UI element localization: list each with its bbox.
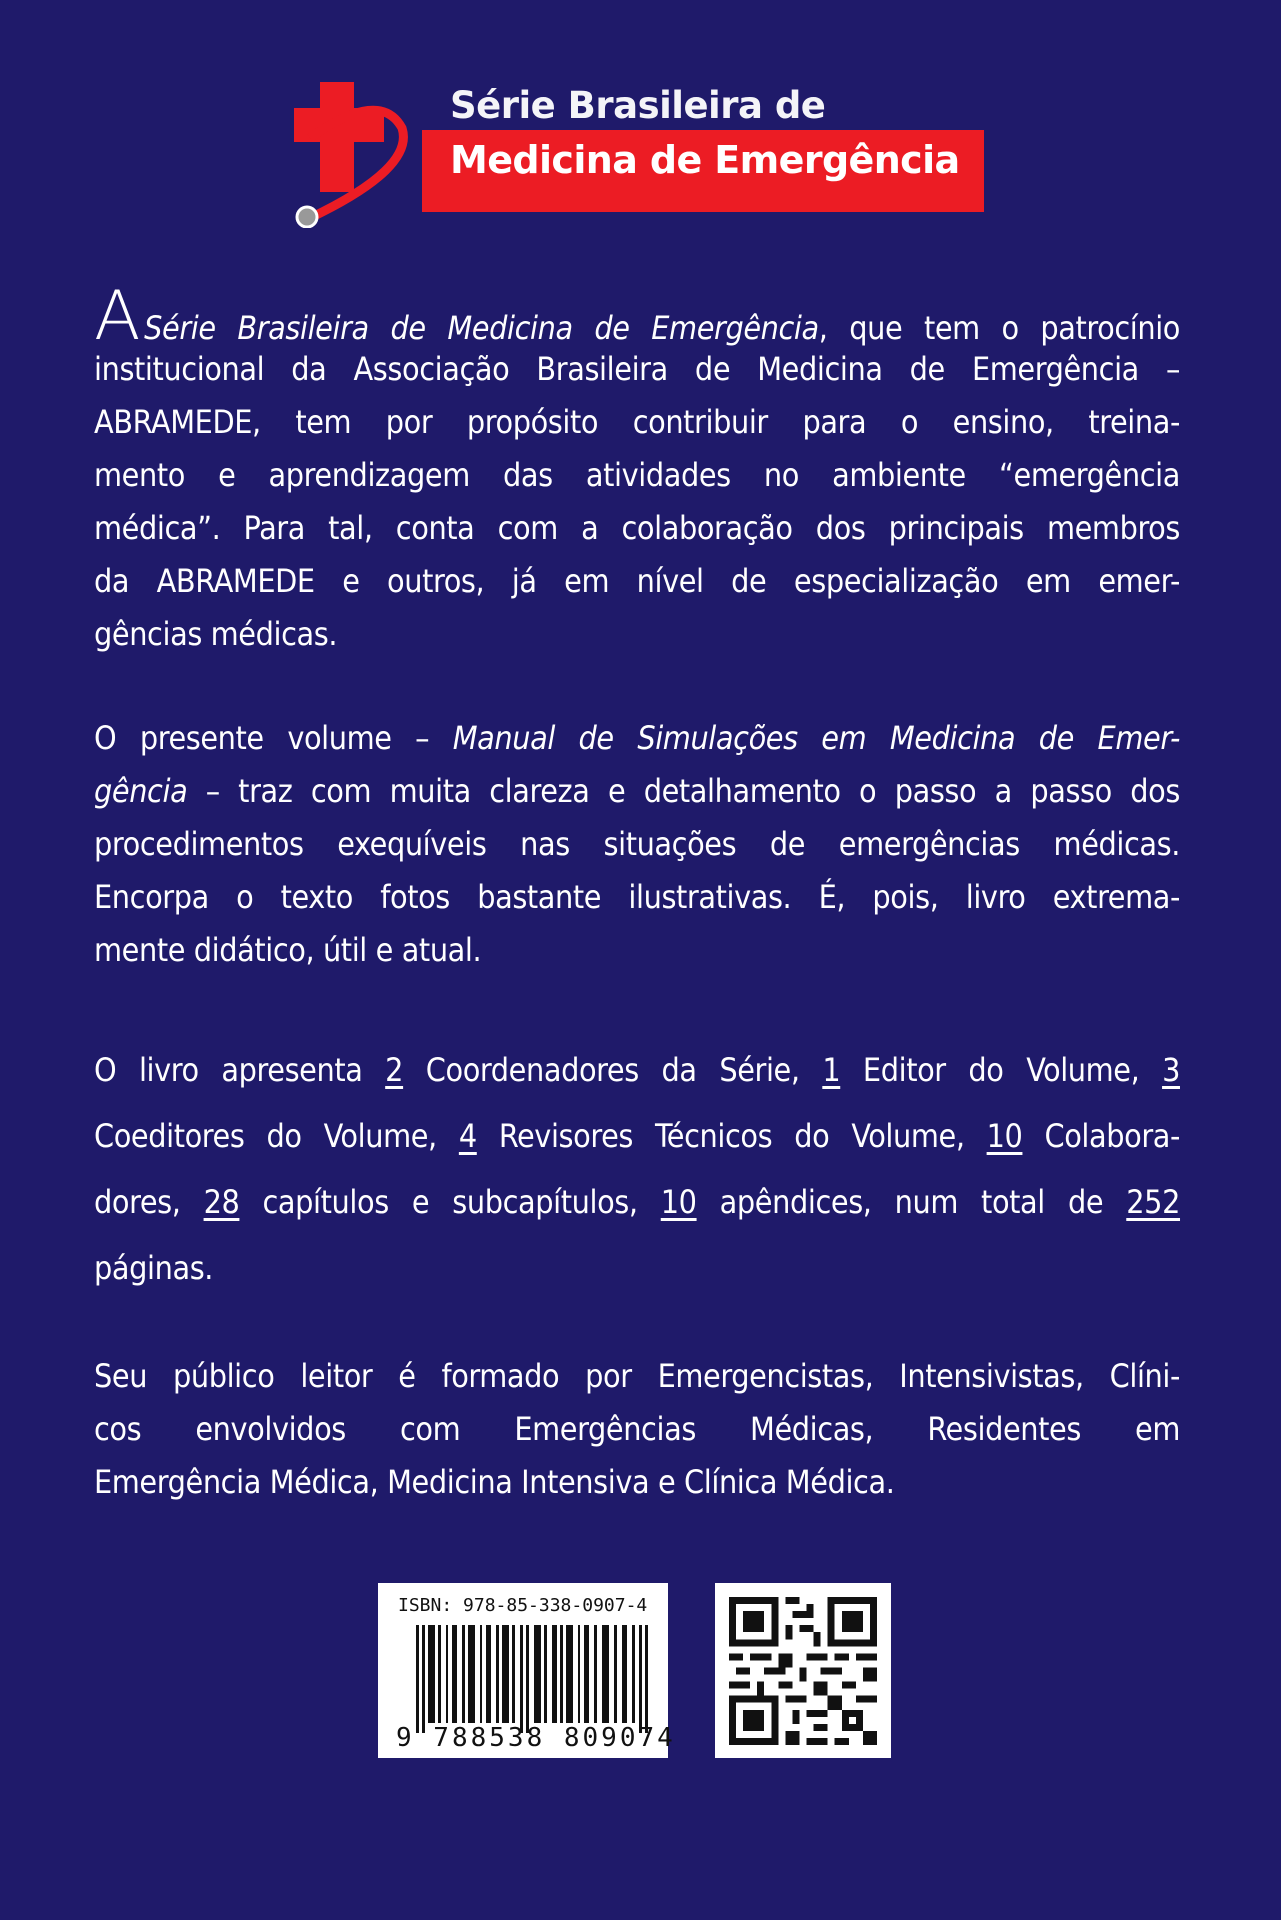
- isbn-barcode: [378, 1583, 676, 1758]
- logo-title-line1: Série Brasileira de: [450, 84, 826, 127]
- audience-paragraph: [94, 1350, 1180, 1509]
- barcode-icon: [416, 1625, 648, 1733]
- qr-code-icon: [729, 1597, 877, 1745]
- text-line: Seu público leitor é formado por Emergencistas, Intensivistas, Clíni-: [94, 1357, 1180, 1395]
- isbn-label: ISBN: 978-85-338-0907-4: [398, 1595, 648, 1616]
- isbn-digits: 9 788538 809074: [396, 1723, 676, 1753]
- text-line: mento e aprendizagem das atividades no ambiente “emergência: [94, 456, 1180, 494]
- dropcap: A: [94, 277, 141, 356]
- intro-paragraph: A Série Brasileira de Medicina de Emergência, que tem o patrocínio institucional da Associação Brasileira de Medicina de Emergência – ABRAMEDE, tem por propósito contribuir para o ensino, treina- mento e aprendizagem das atividades no ambiente “emergência médica”. Para tal, conta com a colaboração dos principais membros da ABRAMEDE e outros, já em nível de especialização em emer- gências médicas.: [94, 290, 1180, 661]
- text-line: cos envolvidos com Emergências Médicas, Residentes em: [94, 1410, 1180, 1448]
- text-line: Encorpa o texto fotos bastante ilustrativas. É, pois, livro extrema-: [94, 878, 1180, 916]
- text-line: institucional da Associação Brasileira de Medicina de Emergência –: [94, 350, 1180, 388]
- red-cross-stethoscope-icon: [290, 78, 470, 228]
- text-line: ABRAMEDE, tem por propósito contribuir para o ensino, treina-: [94, 403, 1180, 441]
- text-line: gências médicas.: [94, 615, 338, 653]
- series-logo: [290, 78, 990, 228]
- logo-title-line2: Medicina de Emergência: [450, 138, 960, 182]
- text-line: da ABRAMEDE e outros, já em nível de especialização em emer-: [94, 562, 1180, 600]
- text-line: médica”. Para tal, conta com a colaboração dos principais membros: [94, 509, 1180, 547]
- volume-paragraph: O presente volume – Manual de Simulações em Medicina de Emer- gência – traz com muita clareza e detalhamento o passo a passo dos procedimentos exequíveis nas situações de emergências médicas. Encorpa o texto fotos bastante ilustrativas. É, pois, livro extrema- mente didático, útil e atual.: [94, 712, 1180, 977]
- qr-code[interactable]: [715, 1583, 891, 1758]
- text-line: Emergência Médica, Medicina Intensiva e Clínica Médica.: [94, 1463, 895, 1501]
- stats-paragraph: O livro apresenta 2 Coordenadores da Série, 1 Editor do Volume, 3 Coeditores do Volume, 4 Revisores Técnicos do Volume, 10 Colabora- dores, 28 capítulos e subcapítulos, 10 apêndices, num total de 252 páginas.: [94, 1051, 1181, 1287]
- text-line: procedimentos exequíveis nas situações de emergências médicas.: [94, 825, 1180, 863]
- text-line: mente didático, útil e atual.: [94, 931, 482, 969]
